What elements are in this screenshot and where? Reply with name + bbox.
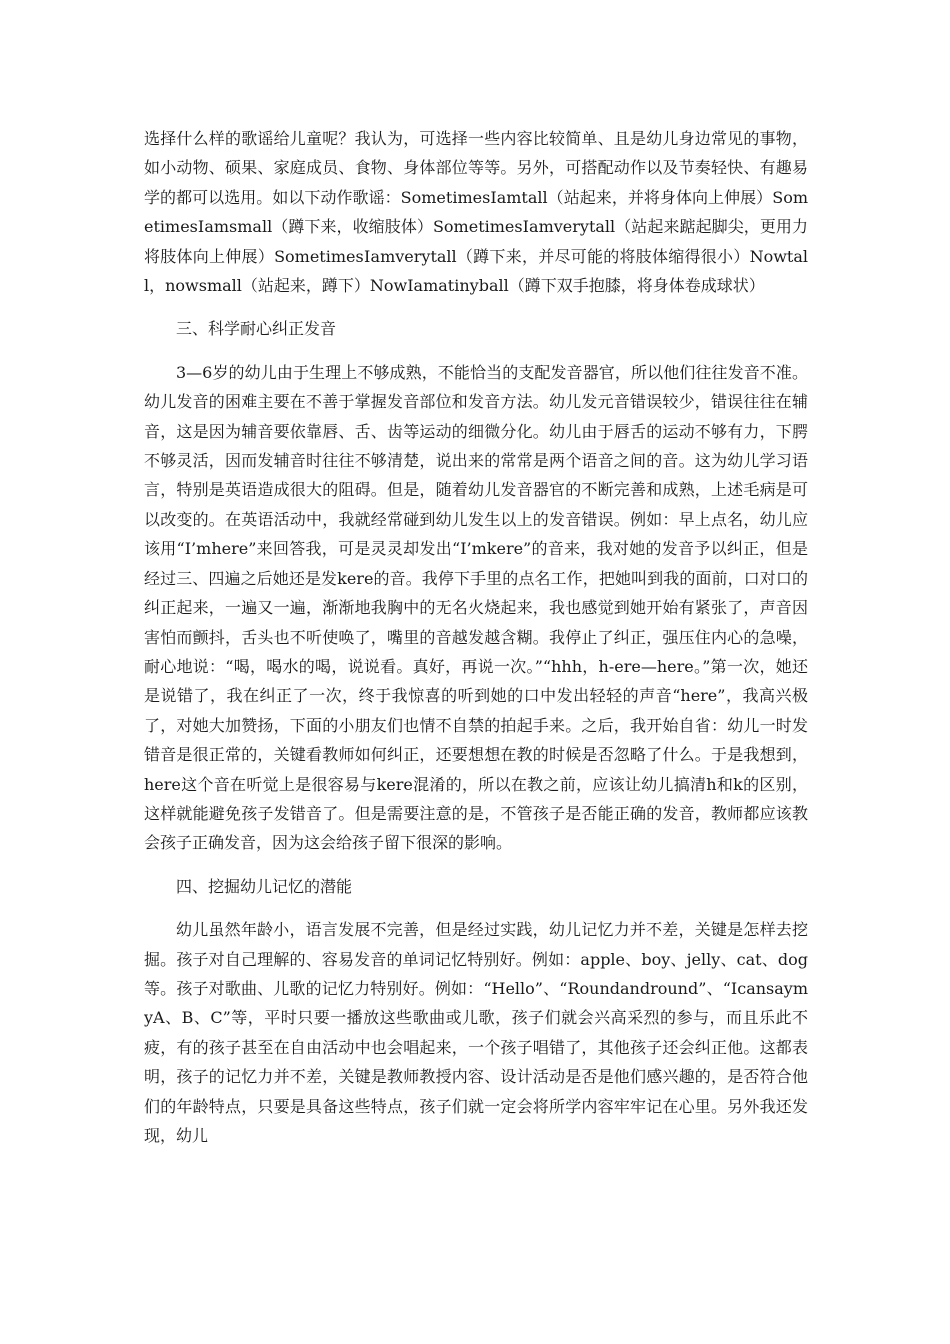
paragraph-memory: 幼儿虽然年龄小，语言发展不完善，但是经过实践，幼儿记忆力并不差，关键是怎样去挖掘。孩子对自己理解的、容易发音的单词记忆特别好。例如：apple、boy、jelly、cat、dog等。孩子对歌曲、儿歌的记忆力特别好。例如：“Hello”、“Roundandround”、“IcansaymyA、B、C”等，平时只要一播放这些歌曲或儿歌，孩子们就会兴高采烈的参与，而且乐此不疲，有的孩子甚至在自由活动中也会唱起来，一个孩子唱错了，其他孩子还会纠正他。这都表明，孩子的记忆力并不差，关键是教师教授内容、设计活动是否是他们感兴趣的，是否符合他们的年龄特点，只要是具备这些特点，孩子们就一定会将所学内容牢牢记在心里。另外我还发现，幼儿	[144, 920, 808, 1145]
section-heading-4: 四、挖掘幼儿记忆的潜能	[176, 876, 353, 896]
document-body	[144, 124, 808, 1150]
paragraph-song-selection: 选择什么样的歌谣给儿童呢？我认为，可选择一些内容比较简单、且是幼儿身边常见的事物，如小动物、硕果、家庭成员、食物、身体部位等等。另外，可搭配动作以及节奏轻快、有趣易学的都可以选用。如以下动作歌谣：SometimesⅠamtall（站起来，并将身体向上伸展）SometimesⅠamsmall（蹲下来，收缩肢体）SometimesⅠamverytall（站起来踮起脚尖，更用力将肢体向上伸展）SometimesⅠamverytall（蹲下来，并尽可能的将肢体缩得很小）Nowtall，nowsmall（站起来，蹲下）NowIamatinyball（蹲下双手抱膝，将身体卷成球状）	[144, 129, 808, 296]
paragraph-pronunciation: 3—6岁的幼儿由于生理上不够成熟，不能恰当的支配发音器官，所以他们往往发音不准。幼儿发音的困难主要在不善于掌握发音部位和发音方法。幼儿发元音错误较少，错误往往在辅音，这是因为辅音要依靠唇、舌、齿等运动的细微分化。幼儿由于唇舌的运动不够有力，下腭不够灵活，因而发辅音时往往不够清楚，说出来的常常是两个语音之间的音。这为幼儿学习语言，特别是英语造成很大的阻碍。但是，随着幼儿发音器官的不断完善和成熟，上述毛病是可以改变的。在英语活动中，我就经常碰到幼儿发生以上的发音错误。例如：早上点名，幼儿应该用“I’mhere”来回答我，可是灵灵却发出“I’mkere”的音来，我对她的发音予以纠正，但是经过三、四遍之后她还是发kere的音。我停下手里的点名工作，把她叫到我的面前，口对口的纠正起来，一遍又一遍，渐渐地我胸中的无名火烧起来，我也感觉到她开始有紧张了，声音因害怕而颤抖，舌头也不听使唤了，嘴里的音越发越含糊。我停止了纠正，强压住内心的急噪，耐心地说：“喝，喝水的喝，说说看。真好，再说一次。”“hhh，h-ere—here。”第一次，她还是说错了，我在纠正了一次，终于我惊喜的听到她的口中发出轻轻的声音“here”，我高兴极了，对她大加赞扬，下面的小朋友们也情不自禁的拍起手来。之后，我开始自省：幼儿一时发错音是很正常的，关键看教师如何纠正，还要想想在教的时候是否忽略了什么。于是我想到，here这个音在听觉上是很容易与kere混淆的，所以在教之前，应该让幼儿搞清h和k的区别，这样就能避免孩子发错音了。但是需要注意的是，不管孩子是否能正确的发音，教师都应该教会孩子正确发音，因为这会给孩子留下很深的影响。	[144, 362, 808, 853]
section-heading-3: 三、科学耐心纠正发音	[176, 319, 337, 339]
